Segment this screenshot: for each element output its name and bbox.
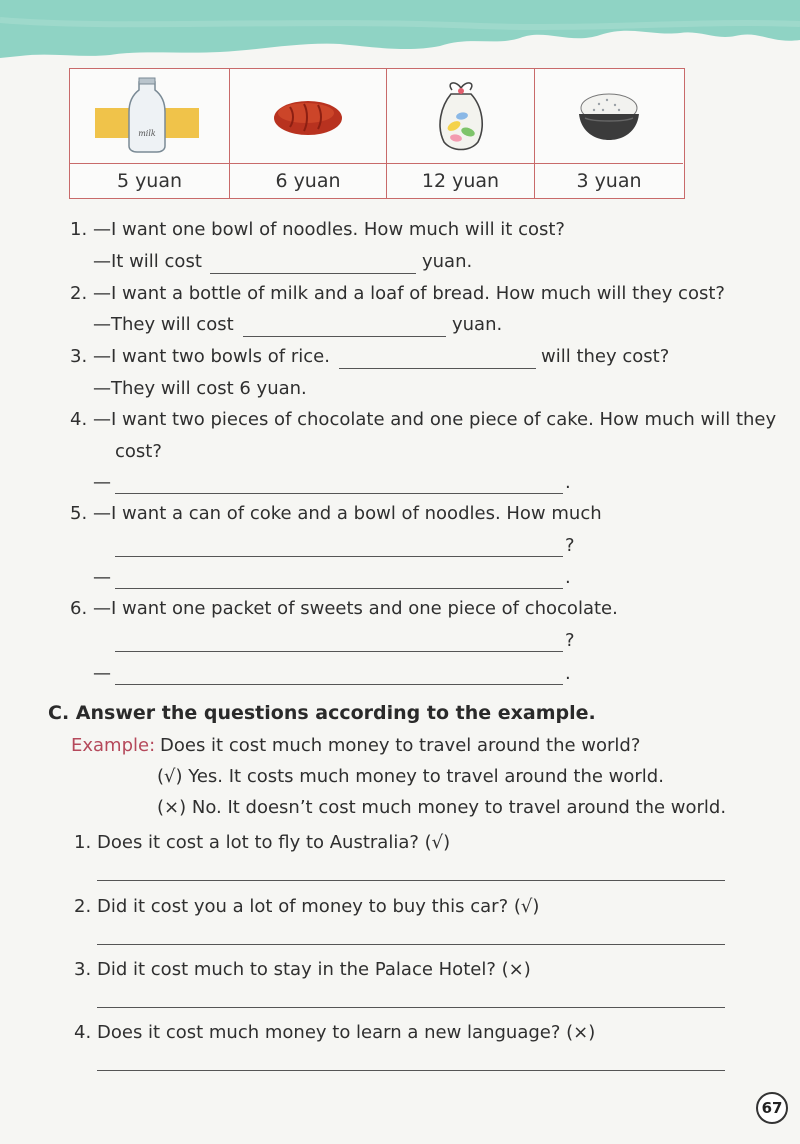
answer-dash: — [93, 472, 111, 493]
question-number: 5. [70, 503, 88, 524]
question-number: 3. [70, 346, 88, 367]
question-number: 6. [70, 598, 88, 619]
answer-suffix: yuan. [452, 314, 503, 335]
question-text: —I want one packet of sweets and one piece of chocolate. [93, 598, 618, 619]
bread-loaf-icon [268, 91, 348, 141]
question-end: ? [565, 535, 575, 556]
sweets-cell [387, 69, 535, 163]
question-blank[interactable] [115, 556, 563, 557]
question-number: 2. [70, 283, 88, 304]
question-text: Did it cost you a lot of money to buy this car? (√) [97, 896, 540, 917]
question-number: 1. [74, 832, 92, 853]
page-number: 67 [756, 1092, 788, 1124]
question-number: 3. [74, 959, 92, 980]
answer-text: —They will cost 6 yuan. [93, 378, 307, 399]
answer-blank[interactable] [339, 368, 536, 369]
answer-blank[interactable] [115, 588, 563, 589]
svg-text:milk: milk [137, 129, 156, 138]
sweets-packet-icon [426, 76, 496, 156]
price-table [69, 68, 685, 199]
question-text: —I want two pieces of chocolate and one piece of cake. How much will they [93, 409, 777, 430]
price-cell: 5 yuan [70, 163, 230, 198]
answer-suffix: yuan. [422, 251, 473, 272]
question-text: —I want one bowl of noodles. How much will it cost? [93, 219, 565, 240]
answer-blank[interactable] [97, 1007, 725, 1008]
question-number: 2. [74, 896, 92, 917]
answer-prefix: —They will cost [93, 314, 234, 335]
rice-bowl-icon [569, 86, 649, 146]
rice-cell [535, 69, 683, 163]
answer-blank[interactable] [210, 273, 416, 274]
answer-blank[interactable] [115, 493, 563, 494]
example-question: Does it cost much money to travel around the world? [160, 735, 641, 756]
example-no-answer: (×) No. It doesn’t cost much money to travel around the world. [157, 797, 727, 818]
answer-dash: — [93, 663, 111, 684]
bread-cell [230, 69, 387, 163]
price-cell: 12 yuan [387, 163, 535, 198]
question-text: —I want a can of coke and a bowl of noodles. How much [93, 503, 602, 524]
milk-bottle-icon [95, 76, 205, 156]
answer-blank[interactable] [115, 684, 563, 685]
question-text: —I want two bowls of rice. [93, 346, 330, 367]
question-number: 4. [70, 409, 88, 430]
question-blank[interactable] [115, 651, 563, 652]
answer-blank[interactable] [97, 1070, 725, 1071]
header-banner [0, 0, 800, 70]
price-cell: 6 yuan [230, 163, 387, 198]
question-text: Does it cost much money to learn a new language? (×) [97, 1022, 596, 1043]
example-yes-answer: (√) Yes. It costs much money to travel around the world. [157, 766, 664, 787]
example-label: Example: [71, 735, 156, 756]
question-number: 4. [74, 1022, 92, 1043]
answer-blank[interactable] [97, 880, 725, 881]
answer-prefix: —It will cost [93, 251, 202, 272]
answer-dash: — [93, 567, 111, 588]
answer-blank[interactable] [97, 944, 725, 945]
question-text: —I want a bottle of milk and a loaf of bread. How much will they cost? [93, 283, 725, 304]
question-text: Does it cost a lot to fly to Australia? (√) [97, 832, 451, 853]
question-end: ? [565, 630, 575, 651]
section-c-title: C. Answer the questions according to the example. [48, 702, 596, 724]
answer-end: . [565, 663, 571, 684]
question-text-cont: cost? [115, 441, 162, 462]
question-text: Did it cost much to stay in the Palace Hotel? (×) [97, 959, 531, 980]
price-cell: 3 yuan [535, 163, 683, 198]
question-number: 1. [70, 219, 88, 240]
milk-cell [70, 69, 230, 163]
question-text-end: will they cost? [541, 346, 670, 367]
answer-end: . [565, 472, 571, 493]
answer-blank[interactable] [243, 336, 446, 337]
answer-end: . [565, 567, 571, 588]
